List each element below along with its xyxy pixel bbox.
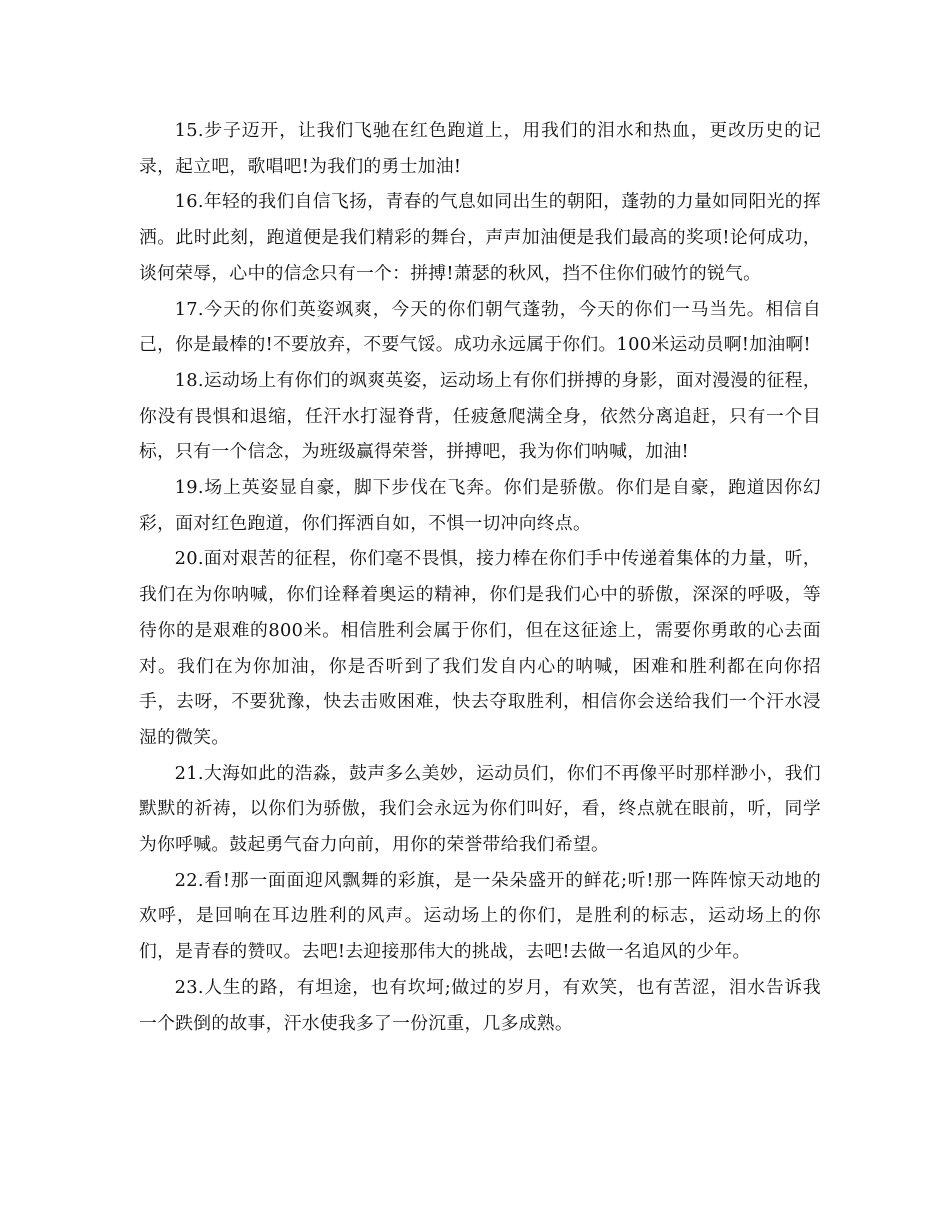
paragraph-17: 17.今天的你们英姿飒爽，今天的你们朝气蓬勃，今天的你们一马当先。相信自己，你是最棒的!不要放弃，不要气馁。成功永远属于你们。100米运动员啊!加油啊! xyxy=(139,298,821,356)
paragraph-22: 22.看!那一面面迎风飘舞的彩旗，是一朵朵盛开的鲜花;听!那一阵阵惊天动地的欢呼，是回响在耳边胜利的风声。运动场上的你们，是胜利的标志，运动场上的你们，是青春的赞叹。去吧!去迎接那伟大的挑战，去吧!去做一名追风的少年。 xyxy=(139,869,821,963)
paragraph-15: 15.步子迈开，让我们飞驰在红色跑道上，用我们的泪水和热血，更改历史的记录，起立吧，歌唱吧!为我们的勇士加油! xyxy=(139,120,821,177)
paragraph-23: 23.人生的路，有坦途，也有坎坷;做过的岁月，有欢笑，也有苦涩，泪水告诉我一个跌倒的故事，汗水使我多了一份沉重，几多成熟。 xyxy=(139,976,821,1034)
paragraph-16: 16.年轻的我们自信飞扬，青春的气息如同出生的朝阳，蓬勃的力量如同阳光的挥洒。此时此刻，跑道便是我们精彩的舞台，声声加油便是我们最高的奖项!论何成功，谈何荣辱，心中的信念只有一个：拼搏!萧瑟的秋风，挡不住你们破竹的锐气。 xyxy=(139,191,821,284)
paragraph-21: 21.大海如此的浩淼，鼓声多么美妙，运动员们，你们不再像平时那样渺小，我们默默的祈祷，以你们为骄傲，我们会永远为你们叫好，看，终点就在眼前，听，同学为你呼喊。鼓起勇气奋力向前，用你的荣誉带给我们希望。 xyxy=(139,762,821,856)
paragraph-19: 19.场上英姿显自豪，脚下步伐在飞奔。你们是骄傲。你们是自豪，跑道因你幻彩，面对红色跑道，你们挥洒自如，不惧一切冲向终点。 xyxy=(139,477,821,534)
paragraph-20: 20.面对艰苦的征程，你们毫不畏惧，接力棒在你们手中传递着集体的力量，听，我们在为你呐喊，你们诠释着奥运的精神，你们是我们心中的骄傲，深深的呼吸，等待你的是艰难的800米。相信胜利会属于你们，但在这征途上，需要你勇敢的心去面对。我们在为你加油，你是否听到了我们发自内心的呐喊，困难和胜利都在向你招手，去呀，不要犹豫，快去击败困难，快去夺取胜利，相信你会送给我们一个汗水浸湿的微笑。 xyxy=(139,548,821,748)
paragraph-18: 18.运动场上有你们的飒爽英姿，运动场上有你们拼搏的身影，面对漫漫的征程，你没有畏惧和退缩，任汗水打湿脊背，任疲惫爬满全身，依然分离追赶，只有一个目标，只有一个信念，为班级赢得荣誉，拼搏吧，我为你们呐喊，加油! xyxy=(139,369,821,463)
document-body xyxy=(139,113,821,1041)
